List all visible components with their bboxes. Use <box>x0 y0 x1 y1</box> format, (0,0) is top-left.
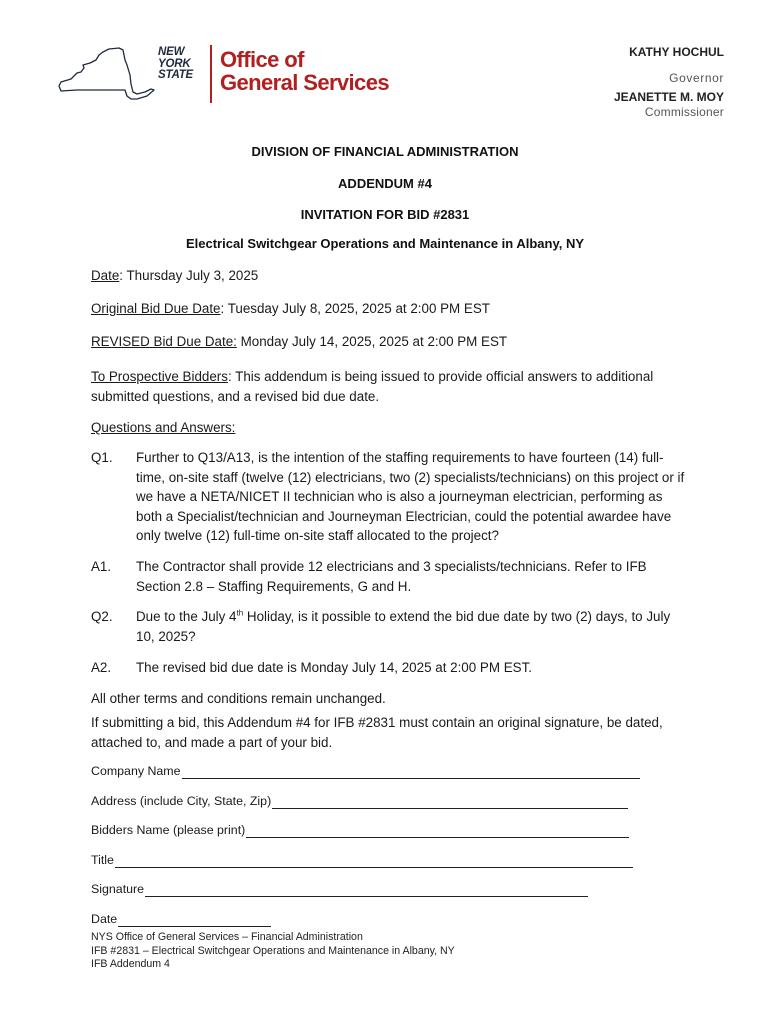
agency-name-line-2: General Services <box>220 70 389 95</box>
answer-1-label: A1. <box>91 559 112 574</box>
governor-name: KATHY HOCHUL <box>629 45 724 59</box>
logo-divider <box>210 45 212 103</box>
date-value: : Thursday July 3, 2025 <box>119 268 259 283</box>
state-word-new: NEW <box>158 46 185 58</box>
address-field[interactable] <box>91 793 628 809</box>
signature-line[interactable] <box>145 883 588 897</box>
title-line[interactable] <box>115 854 633 868</box>
signature-instructions: If submitting a bid, this Addendum #4 for IFB #2831 must contain an original signature, be dated, attached to, and made a part of your bid. <box>91 715 663 750</box>
bidder-name-field[interactable] <box>91 822 629 838</box>
date-field-line[interactable] <box>118 913 271 927</box>
commissioner-title: Commissioner <box>644 105 724 119</box>
footer-line-1: NYS Office of General Services – Financial Administration <box>91 931 363 943</box>
state-word-york: YORK <box>158 57 191 70</box>
company-name-label: Company Name <box>91 764 181 778</box>
footer-line-2: IFB #2831 – Electrical Switchgear Operations and Maintenance in Albany, NY <box>91 944 455 957</box>
revised-due-date-line <box>91 332 691 352</box>
question-2-text-end: Holiday, is it possible to extend the bid due date by two (2) days, to July 10, 2025? <box>136 609 671 644</box>
agency-name-line-1: Office of <box>220 47 304 72</box>
state-word-state: STATE <box>158 69 193 81</box>
division-heading: DIVISION OF FINANCIAL ADMINISTRATION <box>251 144 519 159</box>
addendum-heading: ADDENDUM #4 <box>338 176 432 191</box>
question-1-text: Further to Q13/A13, is the intention of the staffing requirements to have fourteen (14) full-time, on-site staff (twelve (12) electricians, two (2) specialists/technicians) on this project or if we have a NETA/NICET II technician who is also a journeyman electrician, performing as both a Specialist/technician and Journeyman Electrician, could the potential awardee have only twelve (12) full-time on-site staff allocated to the project? <box>136 450 685 544</box>
date-line <box>91 266 691 286</box>
qa-heading: Questions and Answers: <box>91 420 236 435</box>
terms-unchanged: All other terms and conditions remain unchanged. <box>91 691 386 706</box>
company-name-field[interactable] <box>91 763 640 779</box>
officials-block <box>614 45 724 120</box>
title-label: Title <box>91 853 114 867</box>
original-due-date-label: Original Bid Due Date <box>91 301 221 316</box>
intro-paragraph <box>91 367 691 406</box>
revised-due-date-value: Monday July 14, 2025, 2025 at 2:00 PM EST <box>236 334 508 349</box>
date-label: Date <box>91 268 120 283</box>
original-due-date-line <box>91 299 691 319</box>
question-2-superscript: th <box>236 608 244 618</box>
footer-line-3: IFB Addendum 4 <box>91 958 170 970</box>
commissioner-name: JEANETTE M. MOY <box>613 90 724 104</box>
answer-1-text: The Contractor shall provide 12 electricians and 3 specialists/technicians. Refer to IFB Section 2.8 – Staffing Requirements, G and H. <box>136 559 647 594</box>
intro-text: : This addendum is being issued to provide official answers to additional submitted questions, and a revised bid due date. <box>91 369 654 404</box>
page-footer <box>91 931 455 972</box>
project-heading: Electrical Switchgear Operations and Maintenance in Albany, NY <box>185 236 585 251</box>
question-2-text-start: Due to the July 4 <box>136 609 237 624</box>
address-line[interactable] <box>272 795 628 809</box>
original-due-date-value: : Tuesday July 8, 2025, 2025 at 2:00 PM EST <box>220 301 490 316</box>
date-field-label: Date <box>91 912 118 926</box>
answer-2-label: A2. <box>91 660 112 675</box>
state-name-wordmark <box>158 47 208 82</box>
ogs-logo <box>57 44 389 106</box>
bidder-name-label: Bidders Name (please print) <box>91 823 246 837</box>
bidder-name-line[interactable] <box>246 824 629 838</box>
date-field[interactable] <box>91 911 271 927</box>
governor-title: Governor <box>669 71 724 85</box>
invitation-heading: INVITATION FOR BID #2831 <box>300 207 470 222</box>
signature-field[interactable] <box>91 881 588 897</box>
question-1-label: Q1. <box>91 450 113 465</box>
address-label: Address (include City, State, Zip) <box>91 794 272 808</box>
company-name-line[interactable] <box>182 765 640 779</box>
signature-label: Signature <box>91 882 145 896</box>
revised-due-date-label: REVISED Bid Due Date: <box>91 334 237 349</box>
question-2-label: Q2. <box>91 609 113 624</box>
intro-label: To Prospective Bidders <box>91 369 228 384</box>
question-2-text <box>136 607 686 646</box>
answer-2-text: The revised bid due date is Monday July 14, 2025 at 2:00 PM EST. <box>136 660 532 675</box>
agency-name <box>220 48 389 94</box>
title-field[interactable] <box>91 852 633 868</box>
new-york-state-map-icon <box>57 46 157 102</box>
